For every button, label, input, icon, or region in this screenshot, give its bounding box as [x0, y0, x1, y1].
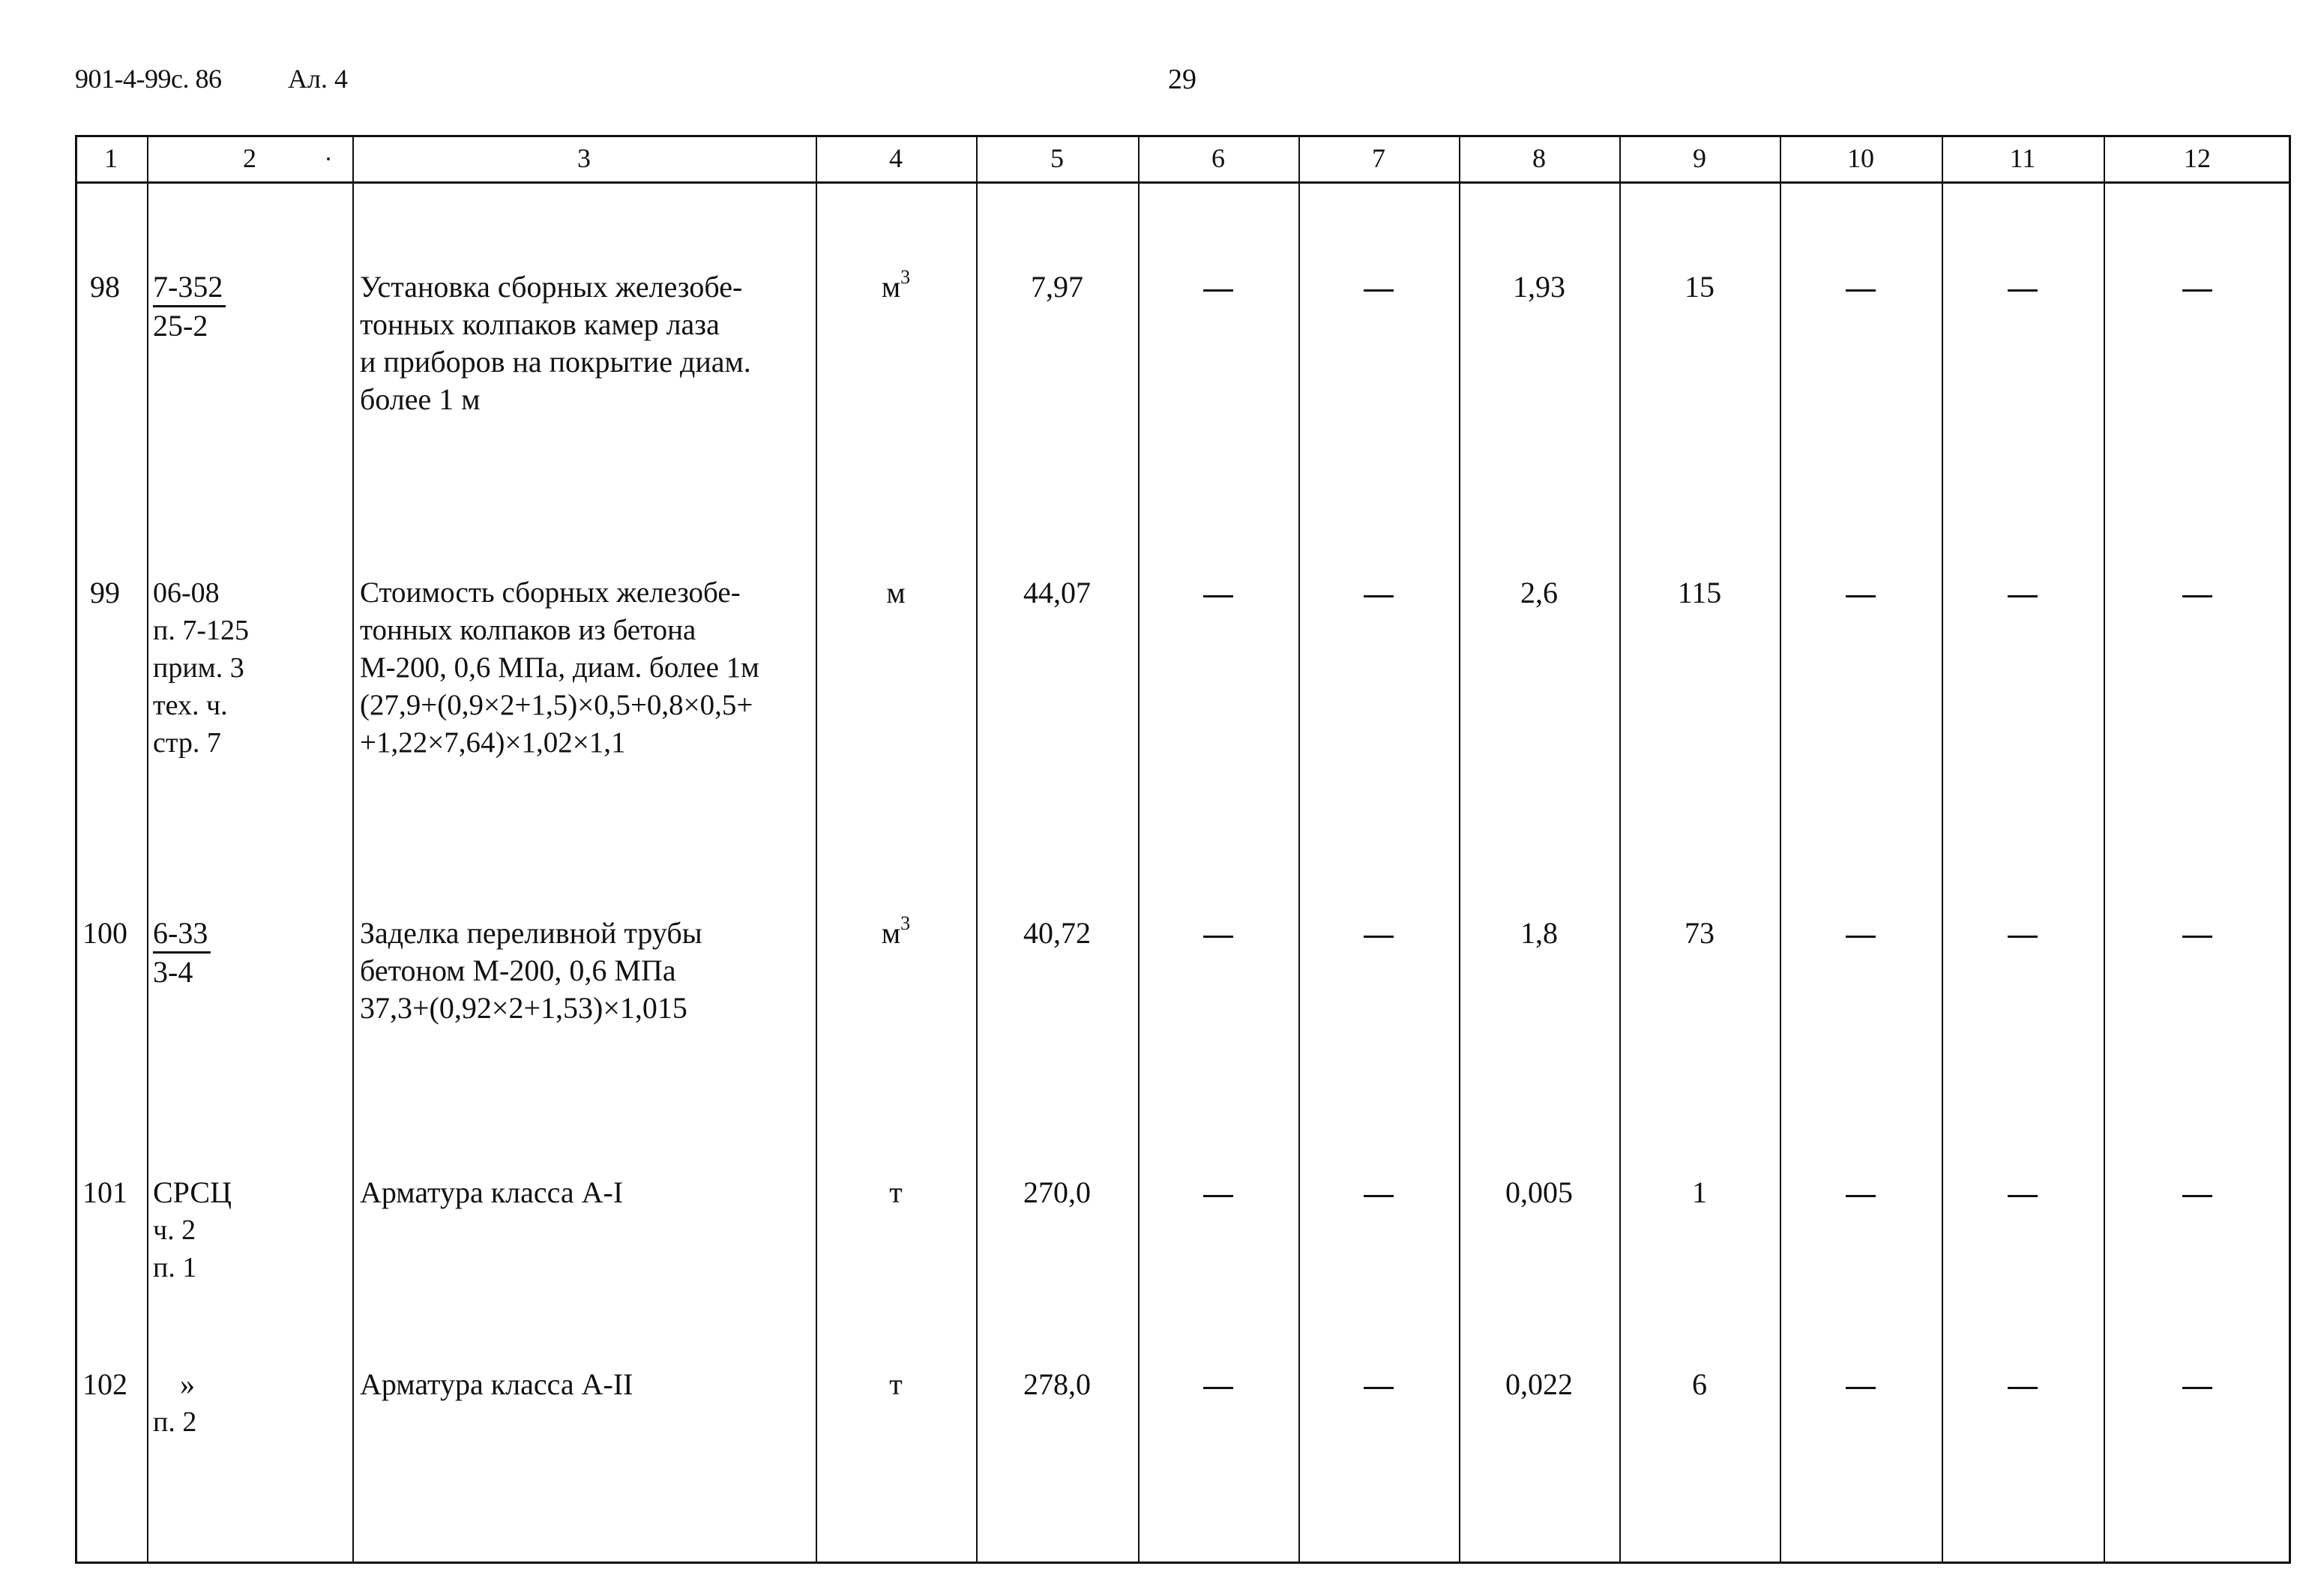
column-header-6: 6: [1211, 143, 1225, 173]
header-row-divider: [75, 181, 2291, 184]
empty-dash: [1203, 1387, 1233, 1389]
unit: м: [886, 576, 906, 609]
work-description: Арматура класса А-II: [360, 1367, 633, 1401]
column-header-7: 7: [1372, 143, 1385, 173]
empty-dash: [2008, 595, 2038, 597]
column-header-10: 10: [1847, 143, 1874, 173]
column-divider: [1138, 135, 1140, 1564]
column-divider: [1942, 135, 1943, 1564]
column-divider: [1780, 135, 1781, 1564]
empty-dash: [1846, 1195, 1876, 1197]
unit: т: [889, 1367, 903, 1401]
column-header-9: 9: [1693, 143, 1706, 173]
empty-dash: [1203, 289, 1233, 292]
column-divider: [2104, 135, 2105, 1564]
norm-code-numerator: 6-33: [153, 915, 211, 954]
quantity-value: 0,005: [1505, 1175, 1573, 1209]
unit-price: 7,97: [1031, 270, 1083, 304]
norm-code: [153, 915, 211, 991]
page-number: 29: [1168, 64, 1196, 95]
quantity-value: 2,6: [1520, 576, 1558, 609]
norm-code: 06-08 п. 7-125 прим. 3 тех. ч. стр. 7: [153, 577, 249, 759]
column-divider: [147, 135, 148, 1564]
empty-dash: [2008, 1387, 2038, 1389]
column-header-11: 11: [2009, 143, 2036, 173]
column-header-3: 3: [577, 143, 591, 173]
empty-dash: [1846, 595, 1876, 597]
work-description: Стоимость сборных железобе- тонных колпаков из бетона М-200, 0,6 МПа, диам. более 1м (27,9+(0,9×2+1,5)×0,5+0,8×0,5+ +1,22×7,64)×1,02×1,1: [360, 576, 759, 759]
unit-price: 270,0: [1023, 1175, 1091, 1209]
total-value: 15: [1685, 270, 1715, 304]
empty-dash: [2182, 289, 2212, 292]
column-header-1: 1: [104, 143, 118, 173]
empty-dash: [1364, 1195, 1394, 1197]
quantity-value: 1,8: [1520, 916, 1558, 950]
empty-dash: [2182, 936, 2212, 938]
empty-dash: [2182, 595, 2212, 597]
column-divider: [816, 135, 817, 1564]
total-value: 1: [1692, 1175, 1707, 1209]
column-divider: [1459, 135, 1460, 1564]
column-divider: [352, 135, 354, 1564]
quantity-value: 0,022: [1505, 1367, 1573, 1401]
unit: $м^3$: [881, 265, 911, 304]
empty-dash: [1846, 936, 1876, 938]
empty-dash: [1846, 1387, 1876, 1389]
column-divider: [976, 135, 978, 1564]
column-header-5: 5: [1050, 143, 1064, 173]
empty-dash: [1364, 936, 1394, 938]
row-number: 100: [82, 916, 127, 950]
column-header-12: 12: [2184, 143, 2211, 173]
empty-dash: [1203, 595, 1233, 597]
unit: т: [889, 1175, 903, 1209]
empty-dash: [2008, 1195, 2038, 1197]
empty-dash: [1203, 936, 1233, 938]
empty-dash: [1846, 289, 1876, 292]
document-code: 901-4-99с. 86: [75, 64, 222, 94]
empty-dash: [1364, 595, 1394, 597]
row-number: 98: [90, 270, 120, 304]
total-value: 115: [1677, 576, 1722, 609]
empty-dash: [2008, 289, 2038, 292]
norm-code: СРСЦ ч. 2 п. 1: [153, 1175, 232, 1283]
row-number: 102: [82, 1367, 127, 1401]
column-divider: [1298, 135, 1300, 1564]
empty-dash: [1364, 289, 1394, 292]
unit-price: 40,72: [1023, 916, 1091, 950]
unit: $м^3$: [881, 912, 911, 950]
work-description: Арматура класса А-I: [360, 1175, 624, 1209]
column-header-2: 2: [243, 143, 256, 173]
column-divider: [1619, 135, 1621, 1564]
empty-dash: [2182, 1195, 2212, 1197]
unit-price: 44,07: [1023, 576, 1091, 609]
row-number: 101: [82, 1175, 127, 1209]
sheet-label: Ал. 4: [288, 64, 348, 94]
work-description: Установка сборных железобе- тонных колпаков камер лаза и приборов на покрытие диам. более 1 м: [360, 270, 751, 416]
row-number: 99: [90, 576, 120, 609]
quantity-value: 1,93: [1513, 270, 1565, 304]
empty-dash: [2182, 1387, 2212, 1389]
total-value: 73: [1685, 916, 1715, 950]
empty-dash: [1203, 1195, 1233, 1197]
norm-code: » п. 2: [153, 1367, 197, 1438]
norm-code-denominator: 25-2: [153, 309, 208, 343]
work-description: Заделка переливной трубы бетоном М-200, 0,6 МПа 37,3+(0,92×2+1,53)×1,015: [360, 916, 702, 1025]
unit-price: 278,0: [1023, 1367, 1091, 1401]
norm-code: [153, 268, 226, 345]
norm-code-denominator: 3-4: [153, 955, 193, 989]
column-header-8: 8: [1532, 143, 1546, 173]
total-value: 6: [1692, 1367, 1707, 1401]
norm-code-numerator: 7-352: [153, 269, 226, 307]
empty-dash: [2008, 936, 2038, 938]
column-header-4: 4: [889, 143, 903, 173]
empty-dash: [1364, 1387, 1394, 1389]
